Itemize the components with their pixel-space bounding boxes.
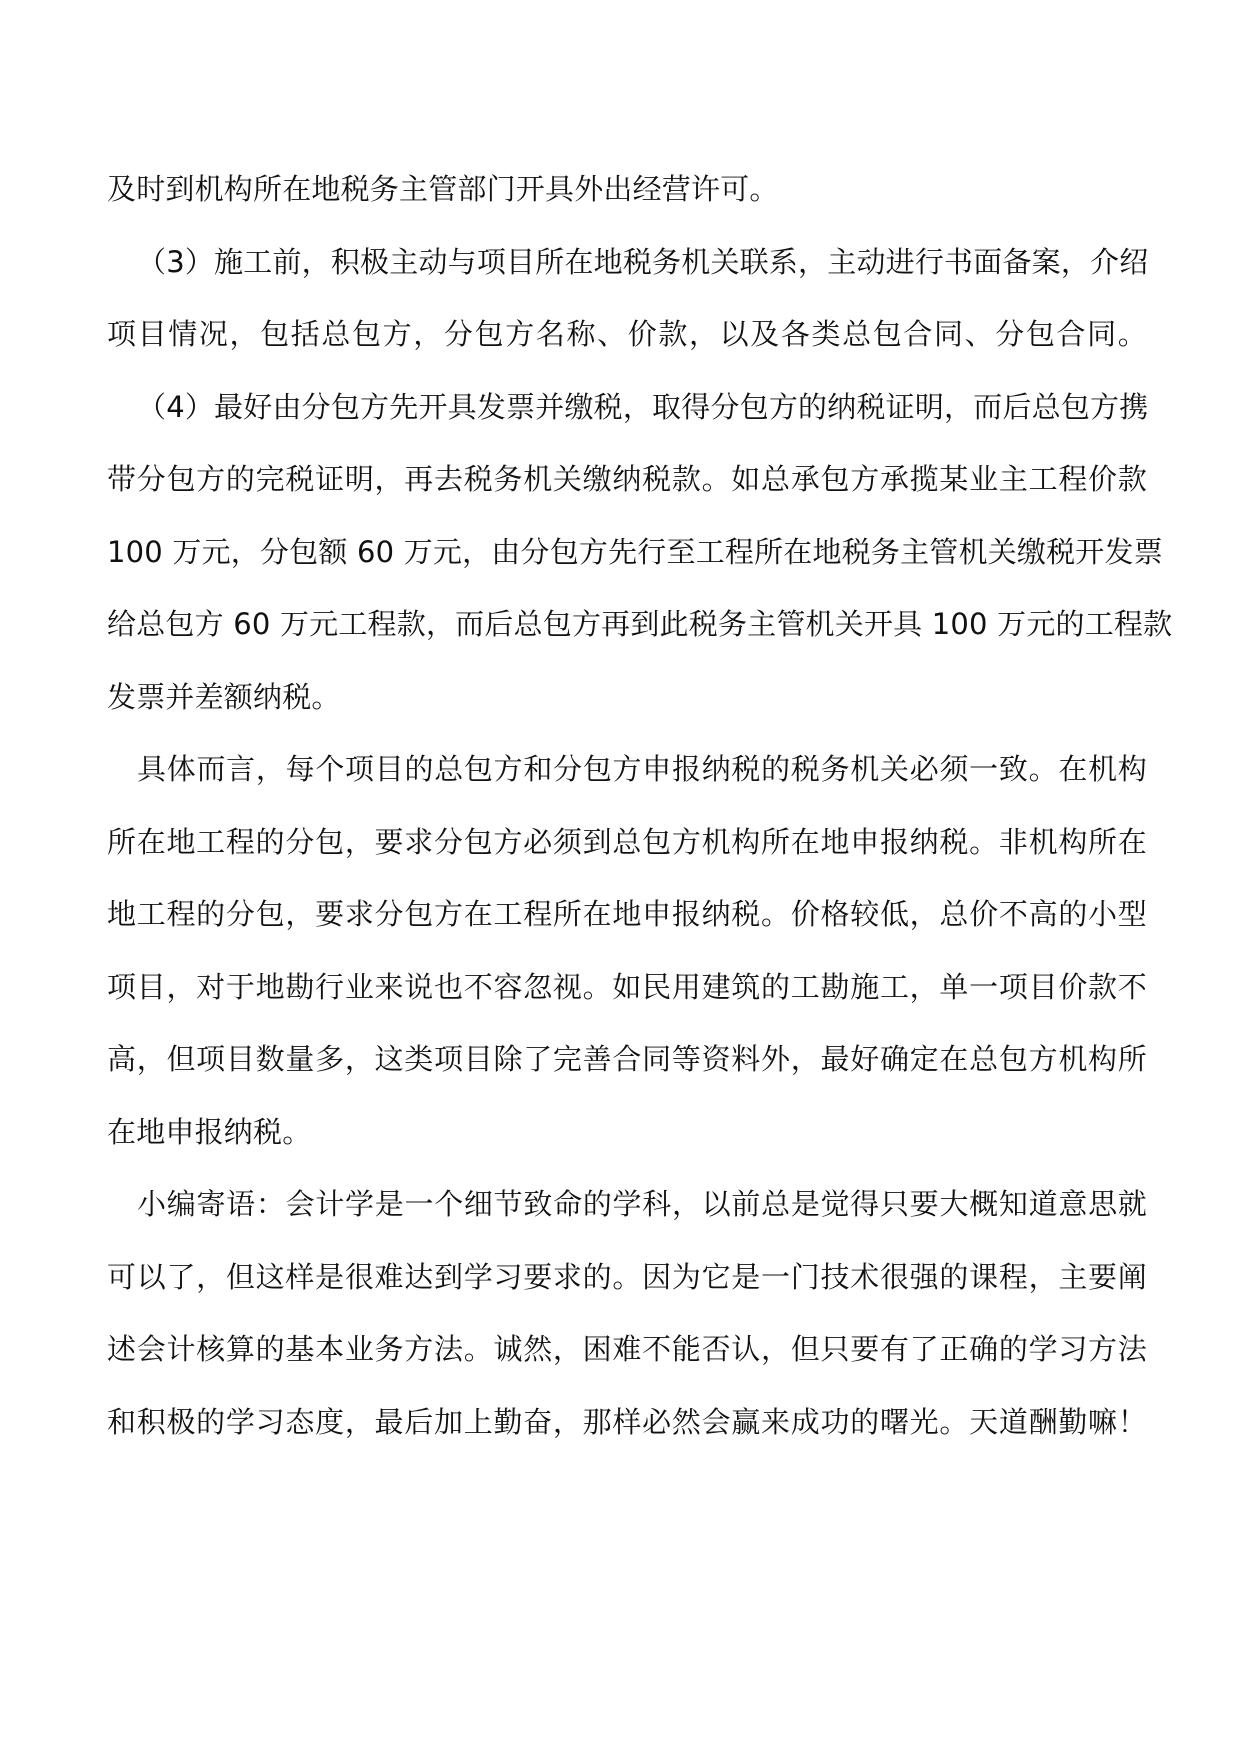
text-line-9: 具体而言，每个项目的总包方和分包方申报纳税的税务机关必须一致。在机构: [137, 752, 1147, 786]
text-line-6: 100 万元，分包额 60 万元，由分包方先行至工程所在地税务主管机关缴税开发票: [107, 534, 1163, 569]
text-line-8: 发票并差额纳税。: [107, 679, 341, 714]
text-line-5: 带分包方的完税证明，再去税务机关缴纳税款。如总承包方承揽某业主工程价款: [107, 462, 1147, 496]
text-line-17: 述会计核算的基本业务方法。诚然，困难不能否认，但只要有了正确的学习方法: [107, 1332, 1147, 1366]
text-line-13: 高，但项目数量多，这类项目除了完善合同等资料外，最好确定在总包方机构所: [107, 1042, 1147, 1076]
text-line-7: 给总包方 60 万元工程款，而后总包方再到此税务主管机关开具 100 万元的工程款: [107, 607, 1173, 641]
text-line-16: 可以了，但这样是很难达到学习要求的。因为它是一门技术很强的课程，主要阐: [107, 1259, 1147, 1294]
text-line-18: 和积极的学习态度，最后加上勤奋，那样必然会赢来成功的曙光。天道酬勤嘛！: [107, 1404, 1147, 1439]
text-line-14: 在地申报纳税。: [107, 1114, 312, 1149]
text-line-4: （4）最好由分包方先开具发票并缴税，取得分包方的纳税证明，而后总包方携: [137, 389, 1149, 424]
text-line-15: 小编寄语：会计学是一个细节致命的学科，以前总是觉得只要大概知道意思就: [137, 1187, 1147, 1221]
document-body: [107, 153, 1173, 1458]
text-line-11: 地工程的分包，要求分包方在工程所在地申报纳税。价格较低，总价不高的小型: [107, 897, 1147, 931]
text-line-1: 及时到机构所在地税务主管部门开具外出经营许可。: [107, 172, 779, 206]
text-line-10: 所在地工程的分包，要求分包方必须到总包方机构所在地申报纳税。非机构所在: [107, 824, 1147, 859]
text-line-12: 项目，对于地勘行业来说也不容忽视。如民用建筑的工勘施工，单一项目价款不: [107, 969, 1147, 1004]
text-line-2: （3）施工前，积极主动与项目所在地税务机关联系，主动进行书面备案，介绍: [137, 244, 1149, 279]
text-line-3: 项目情况，包括总包方，分包方名称、价款，以及各类总包合同、分包合同。: [107, 317, 1147, 351]
